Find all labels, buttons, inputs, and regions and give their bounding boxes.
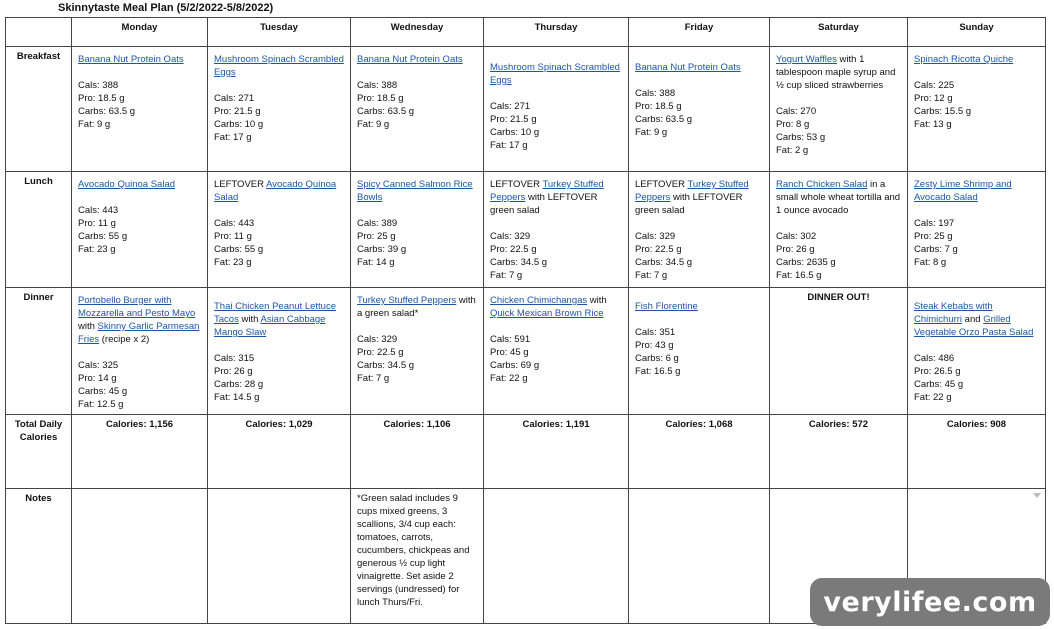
meal-description (490, 294, 622, 320)
calories-value: Cals: 225 (914, 80, 955, 91)
recipe-link[interactable]: Ranch Chicken Salad (776, 179, 868, 190)
meal-description (490, 61, 622, 87)
total-calories-saturday: Calories: 572 (770, 415, 908, 489)
recipe-link[interactable]: Turkey Stuffed Peppers (357, 295, 457, 306)
fat-value: Fat: 13 g (914, 119, 952, 130)
breakfast-cell-wednesday (351, 47, 484, 172)
meal-description (78, 294, 201, 346)
dinner-cell-tuesday (208, 288, 351, 415)
meal-description (635, 61, 763, 74)
recipe-link[interactable]: Banana Nut Protein Oats (357, 54, 463, 65)
protein-value: Pro: 11 g (214, 231, 252, 242)
total-row (6, 415, 1046, 489)
breakfast-cell-sunday (908, 47, 1046, 172)
recipe-link[interactable]: Steak Kebabs with Chimichurri (914, 301, 993, 325)
carbs-value: Carbs: 45 g (914, 379, 964, 390)
nutrition-info (357, 333, 477, 385)
meal-description (357, 294, 477, 320)
nutrition-info (776, 230, 901, 282)
calories-value: Cals: 443 (214, 218, 255, 229)
recipe-link[interactable]: Chicken Chimichangas (490, 295, 588, 306)
meal-description (214, 178, 344, 204)
total-calories-sunday: Calories: 908 (908, 415, 1046, 489)
lunch-cell-thursday (484, 172, 629, 288)
carbs-value: Carbs: 2635 g (776, 257, 836, 268)
protein-value: Pro: 21.5 g (490, 114, 537, 125)
recipe-link[interactable]: Asian Cabbage Mango Slaw (214, 314, 326, 338)
protein-value: Pro: 14 g (78, 373, 117, 384)
fat-value: Fat: 9 g (357, 119, 390, 130)
notes-cell-thursday[interactable] (484, 489, 629, 624)
row-label-total: Total Daily Calories (6, 415, 72, 489)
fat-value: Fat: 22 g (490, 373, 528, 384)
protein-value: Pro: 18.5 g (635, 101, 682, 112)
nutrition-info (357, 217, 477, 269)
fat-value: Fat: 7 g (635, 270, 668, 281)
calories-value: Cals: 315 (214, 353, 255, 364)
meal-text: (recipe x 2) (99, 334, 150, 345)
meal-text: with (587, 295, 607, 306)
protein-value: Pro: 8 g (776, 119, 810, 130)
carbs-value: Carbs: 10 g (490, 127, 540, 138)
dinner-cell-monday (72, 288, 208, 415)
carbs-value: Carbs: 55 g (78, 231, 128, 242)
lunch-cell-friday (629, 172, 770, 288)
recipe-link[interactable]: Mushroom Spinach Scrambled Eggs (214, 54, 344, 78)
header-row (6, 18, 1046, 47)
row-label-notes: Notes (6, 489, 72, 624)
meal-description (635, 178, 763, 217)
fat-value: Fat: 17 g (214, 132, 252, 143)
notes-cell-tuesday[interactable] (208, 489, 351, 624)
row-label-breakfast: Breakfast (6, 47, 72, 172)
meal-text: with LEFTOVER green salad (635, 192, 743, 216)
dinner-row (6, 288, 1046, 415)
meal-description (490, 178, 622, 217)
protein-value: Pro: 18.5 g (357, 93, 404, 104)
protein-value: Pro: 45 g (490, 347, 529, 358)
dinner-cell-friday (629, 288, 770, 415)
lunch-row (6, 172, 1046, 288)
recipe-link[interactable]: Thai Chicken Peanut Lettuce Tacos (214, 301, 336, 325)
breakfast-row (6, 47, 1046, 172)
fat-value: Fat: 22 g (914, 392, 952, 403)
nutrition-info (78, 79, 201, 131)
recipe-link[interactable]: Banana Nut Protein Oats (78, 54, 184, 65)
meal-description (914, 53, 1039, 66)
fat-value: Fat: 9 g (78, 119, 111, 130)
nutrition-info (914, 352, 1039, 404)
calories-value: Cals: 389 (357, 218, 398, 229)
protein-value: Pro: 25 g (914, 231, 953, 242)
meal-text: LEFTOVER (635, 179, 688, 190)
total-calories-wednesday: Calories: 1,106 (351, 415, 484, 489)
nutrition-info (635, 87, 763, 139)
protein-value: Pro: 21.5 g (214, 106, 261, 117)
recipe-link[interactable]: Spicy Canned Salmon Rice Bowls (357, 179, 473, 203)
carbs-value: Carbs: 34.5 g (635, 257, 693, 268)
recipe-link[interactable]: Avocado Quinoa Salad (214, 179, 337, 203)
lunch-cell-sunday (908, 172, 1046, 288)
meal-description (78, 53, 201, 66)
meal-description (78, 178, 201, 191)
protein-value: Pro: 22.5 g (635, 244, 682, 255)
protein-value: Pro: 26 g (776, 244, 815, 255)
fat-value: Fat: 23 g (78, 244, 116, 255)
nutrition-info (914, 217, 1039, 269)
row-label-lunch: Lunch (6, 172, 72, 288)
nutrition-info (635, 230, 763, 282)
note-text: *Green salad includes 9 cups mixed greens, 3 scallions, 3/4 cup each: tomatoes, carrots, cucumbers, chickpeas and generous ½ cup light vinaigrette. Set aside 2 servings (undressed) for lunch Thurs/Fri. (357, 493, 470, 608)
day-header-wednesday: Wednesday (351, 18, 484, 47)
day-header-thursday: Thursday (484, 18, 629, 47)
document-title: Skinnytaste Meal Plan (5/2/2022-5/8/2022) (58, 2, 274, 14)
recipe-link[interactable]: Zesty Lime Shrimp and Avocado Salad (914, 179, 1012, 203)
protein-value: Pro: 11 g (78, 218, 116, 229)
lunch-cell-tuesday (208, 172, 351, 288)
carbs-value: Carbs: 7 g (914, 244, 958, 255)
calories-value: Cals: 271 (214, 93, 255, 104)
carbs-value: Carbs: 55 g (214, 244, 264, 255)
lunch-cell-monday (72, 172, 208, 288)
nutrition-info (214, 92, 344, 144)
nutrition-info (214, 217, 344, 269)
recipe-link[interactable]: Fish Florentine (635, 301, 698, 312)
nutrition-info (78, 359, 201, 411)
nutrition-info (214, 352, 344, 404)
recipe-link[interactable]: Banana Nut Protein Oats (635, 62, 741, 73)
meal-text: LEFTOVER (214, 179, 267, 190)
calories-value: Cals: 197 (914, 218, 955, 229)
meal-description (357, 178, 477, 204)
watermark-logo: verylifee.com (810, 578, 1050, 626)
calories-value: Cals: 302 (776, 231, 817, 242)
carbs-value: Carbs: 34.5 g (490, 257, 548, 268)
meal-plan-table (5, 17, 1046, 624)
calories-value: Cals: 486 (914, 353, 955, 364)
meal-description (776, 53, 901, 92)
meal-text: with (78, 321, 98, 332)
calories-value: Cals: 271 (490, 101, 531, 112)
dropdown-arrow-icon[interactable] (1033, 493, 1041, 498)
meal-text: with (238, 314, 261, 325)
protein-value: Pro: 26.5 g (914, 366, 961, 377)
breakfast-cell-thursday (484, 47, 629, 172)
meal-text: and (962, 314, 984, 325)
meal-text: in a small whole wheat tortilla and 1 ounce avocado (776, 179, 901, 216)
calories-value: Cals: 325 (78, 360, 119, 371)
breakfast-cell-friday (629, 47, 770, 172)
protein-value: Pro: 26 g (214, 366, 253, 377)
calories-value: Cals: 351 (635, 327, 676, 338)
calories-value: Cals: 388 (635, 88, 676, 99)
meal-description (214, 53, 344, 79)
total-calories-tuesday: Calories: 1,029 (208, 415, 351, 489)
total-calories-monday: Calories: 1,156 (72, 415, 208, 489)
fat-value: Fat: 17 g (490, 140, 528, 151)
fat-value: Fat: 12.5 g (78, 399, 124, 410)
carbs-value: Carbs: 53 g (776, 132, 826, 143)
protein-value: Pro: 12 g (914, 93, 953, 104)
recipe-link[interactable]: Yogurt Waffles (776, 54, 837, 65)
day-header-monday: Monday (72, 18, 208, 47)
dinner-cell-wednesday (351, 288, 484, 415)
carbs-value: Carbs: 34.5 g (357, 360, 415, 371)
row-label-dinner: Dinner (6, 288, 72, 415)
day-header-tuesday: Tuesday (208, 18, 351, 47)
fat-value: Fat: 7 g (490, 270, 523, 281)
dinner-cell-thursday (484, 288, 629, 415)
recipe-link[interactable]: Avocado Quinoa Salad (78, 179, 176, 190)
protein-value: Pro: 22.5 g (357, 347, 404, 358)
calories-value: Cals: 443 (78, 205, 119, 216)
carbs-value: Carbs: 28 g (214, 379, 264, 390)
fat-value: Fat: 16.5 g (776, 270, 822, 281)
recipe-link[interactable]: Grilled Vegetable Orzo Pasta Salad (914, 314, 1034, 338)
dinner-cell-sunday (908, 288, 1046, 415)
nutrition-info (78, 204, 201, 256)
total-calories-friday: Calories: 1,068 (629, 415, 770, 489)
calories-value: Cals: 388 (357, 80, 398, 91)
recipe-link[interactable]: Quick Mexican Brown Rice (490, 308, 604, 319)
calories-value: Cals: 388 (78, 80, 119, 91)
day-header-saturday: Saturday (770, 18, 908, 47)
calories-value: Cals: 329 (635, 231, 676, 242)
calories-value: Cals: 591 (490, 334, 531, 345)
nutrition-info (490, 230, 622, 282)
carbs-value: Carbs: 6 g (635, 353, 679, 364)
corner-cell (6, 18, 72, 47)
lunch-cell-wednesday (351, 172, 484, 288)
carbs-value: Carbs: 63.5 g (78, 106, 136, 117)
meal-text: with a green salad* (357, 295, 476, 319)
recipe-link[interactable]: Turkey Stuffed Peppers (635, 179, 749, 203)
meal-description (214, 300, 344, 339)
calories-value: Cals: 329 (357, 334, 398, 345)
recipe-link[interactable]: Spinach Ricotta Quiche (914, 54, 1014, 65)
meal-description (357, 53, 477, 66)
meal-text: LEFTOVER (490, 179, 543, 190)
recipe-link[interactable]: Mushroom Spinach Scrambled Eggs (490, 62, 620, 86)
fat-value: Fat: 23 g (214, 257, 252, 268)
protein-value: Pro: 43 g (635, 340, 674, 351)
breakfast-cell-saturday (770, 47, 908, 172)
meal-description (635, 300, 763, 313)
breakfast-cell-monday (72, 47, 208, 172)
calories-value: Cals: 329 (490, 231, 531, 242)
fat-value: Fat: 9 g (635, 127, 668, 138)
nutrition-info (490, 100, 622, 152)
meal-text: with LEFTOVER green salad (490, 192, 598, 216)
fat-value: Fat: 8 g (914, 257, 947, 268)
total-calories-thursday: Calories: 1,191 (484, 415, 629, 489)
carbs-value: Carbs: 63.5 g (635, 114, 693, 125)
carbs-value: Carbs: 45 g (78, 386, 128, 397)
fat-value: Fat: 14 g (357, 257, 395, 268)
dinner-out-cell: DINNER OUT! (770, 288, 908, 415)
carbs-value: Carbs: 15.5 g (914, 106, 972, 117)
protein-value: Pro: 25 g (357, 231, 396, 242)
nutrition-info (914, 79, 1039, 131)
meal-description (776, 178, 901, 217)
fat-value: Fat: 7 g (357, 373, 390, 384)
fat-value: Fat: 14.5 g (214, 392, 260, 403)
notes-cell-monday[interactable] (72, 489, 208, 624)
recipe-link[interactable]: Skinny Garlic Parmesan Fries (78, 321, 200, 345)
notes-cell-friday[interactable] (629, 489, 770, 624)
recipe-link[interactable]: Turkey Stuffed Peppers (490, 179, 604, 203)
day-header-friday: Friday (629, 18, 770, 47)
notes-cell-wednesday[interactable] (351, 489, 484, 624)
carbs-value: Carbs: 39 g (357, 244, 407, 255)
carbs-value: Carbs: 10 g (214, 119, 264, 130)
calories-value: Cals: 270 (776, 106, 817, 117)
nutrition-info (357, 79, 477, 131)
fat-value: Fat: 2 g (776, 145, 809, 156)
fat-value: Fat: 16.5 g (635, 366, 681, 377)
meal-text: with 1 tablespoon maple syrup and ½ cup sliced strawberries (776, 54, 896, 91)
meal-description (914, 178, 1039, 204)
protein-value: Pro: 22.5 g (490, 244, 537, 255)
protein-value: Pro: 18.5 g (78, 93, 125, 104)
nutrition-info (635, 326, 763, 378)
breakfast-cell-tuesday (208, 47, 351, 172)
day-header-sunday: Sunday (908, 18, 1046, 47)
meal-description (914, 300, 1039, 339)
nutrition-info (776, 105, 901, 157)
lunch-cell-saturday (770, 172, 908, 288)
nutrition-info (490, 333, 622, 385)
carbs-value: Carbs: 63.5 g (357, 106, 415, 117)
carbs-value: Carbs: 69 g (490, 360, 540, 371)
recipe-link[interactable]: Portobello Burger with Mozzarella and Pesto Mayo (78, 295, 196, 319)
